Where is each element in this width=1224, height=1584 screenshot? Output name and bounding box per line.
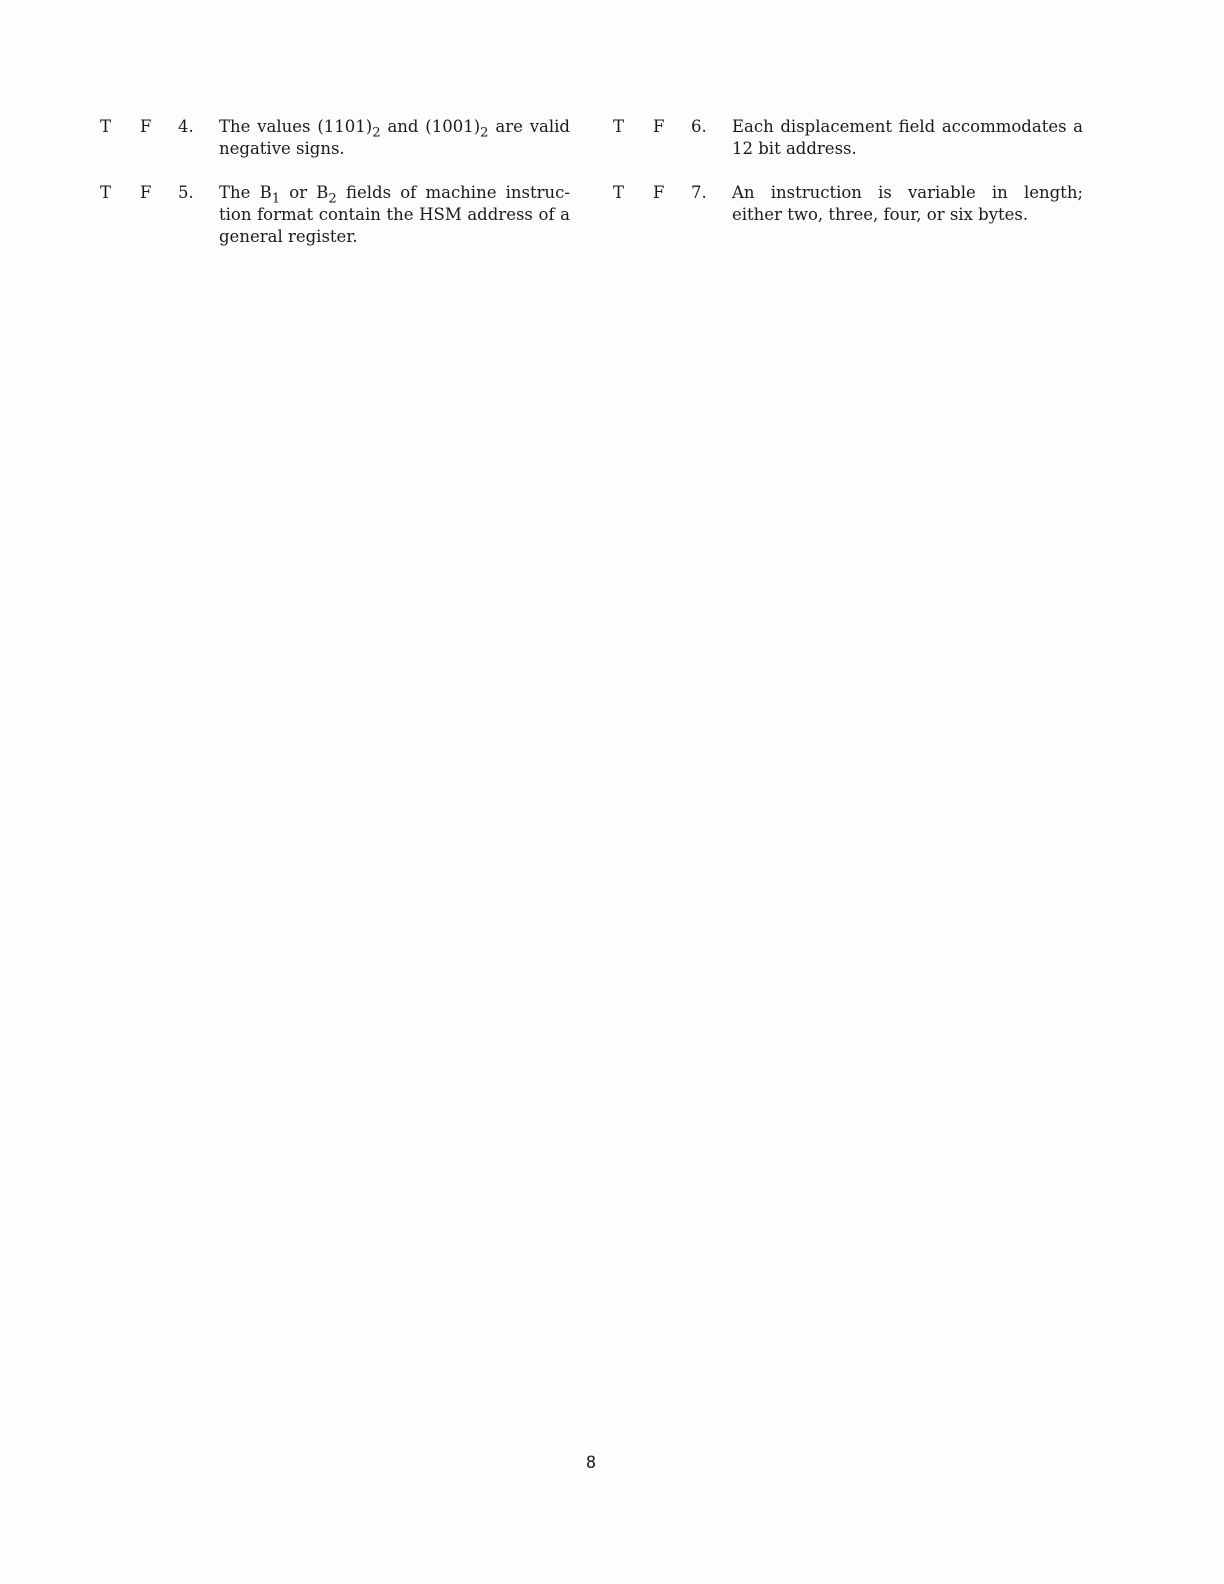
question-4 <box>100 116 570 160</box>
question-7 <box>613 182 1083 226</box>
right-column <box>613 116 1083 248</box>
question-number: 6. <box>691 117 707 136</box>
question-text: An instruction is variable in length; either two, three, four, or six bytes. <box>732 183 1083 224</box>
false-option[interactable]: F <box>653 183 665 202</box>
true-option[interactable]: T <box>100 117 112 136</box>
question-5 <box>100 182 570 248</box>
false-option[interactable]: F <box>140 183 152 202</box>
false-option[interactable]: F <box>140 117 152 136</box>
true-option[interactable]: T <box>100 183 112 202</box>
question-text: The $B_1$ or $B_2$ fields of machine instruc- tion format contain the HSM address of a general register. <box>219 183 570 246</box>
question-text: Each displacement field accommodates a 12 bit address. <box>732 117 1083 158</box>
question-6 <box>613 116 1083 160</box>
left-column <box>100 116 570 270</box>
true-option[interactable]: T <box>613 117 625 136</box>
page-number: 8 <box>585 1453 597 1473</box>
question-number: 4. <box>178 117 194 136</box>
question-number: 5. <box>178 183 194 202</box>
false-option[interactable]: F <box>653 117 665 136</box>
question-text: The values $(1101)_2$ and $(1001)_2$ are valid negative signs. <box>219 117 570 158</box>
true-option[interactable]: T <box>613 183 625 202</box>
question-number: 7. <box>691 183 707 202</box>
